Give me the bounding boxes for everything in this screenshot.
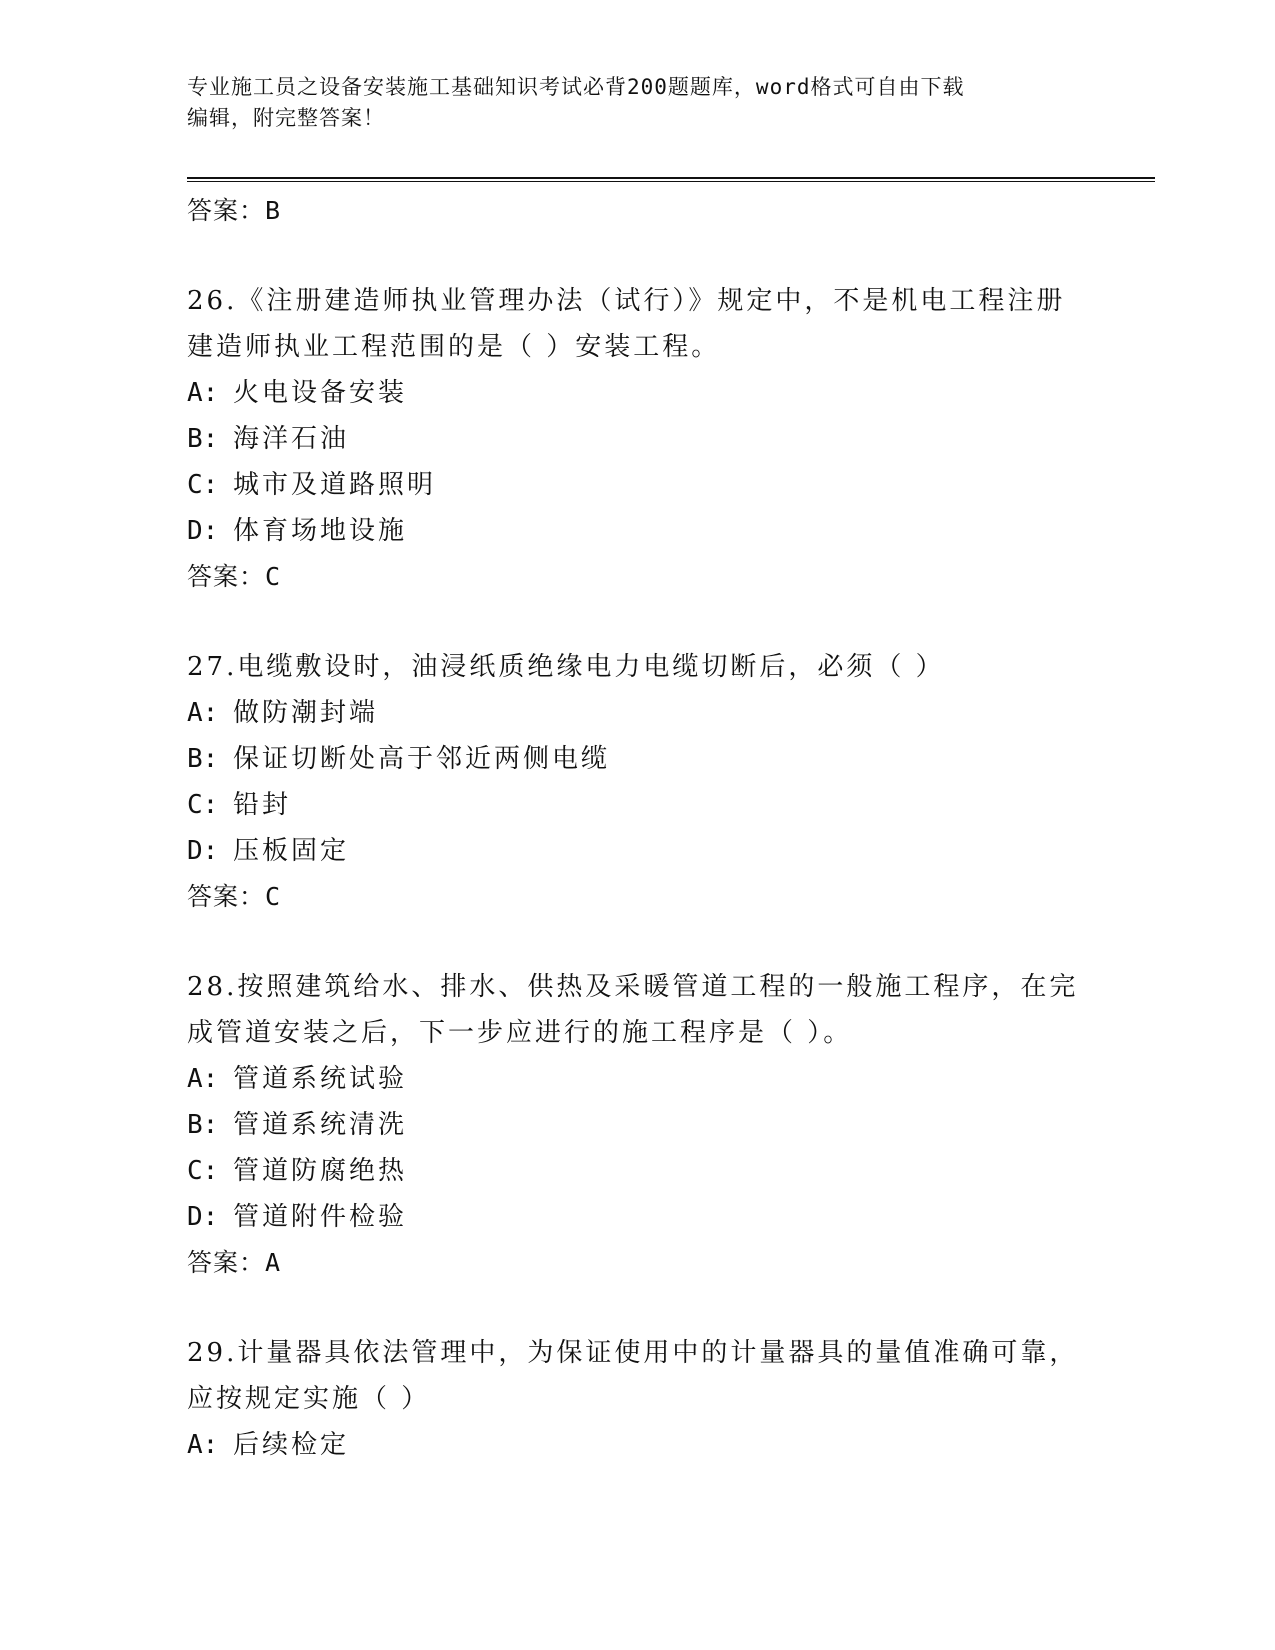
question-26: [187, 278, 1087, 600]
question-stem-line: 26.《注册建造师执业管理办法（试行）》规定中，不是机电工程注册: [187, 286, 1066, 316]
answer-value: A: [265, 1248, 282, 1277]
option-c: [187, 1148, 1087, 1194]
option-letter: A:: [187, 698, 219, 728]
answer-value: C: [265, 882, 282, 911]
answer-value: C: [265, 562, 282, 591]
question-29: [187, 1330, 1087, 1468]
option-letter: B:: [187, 744, 219, 774]
option-text: 管道附件检验: [233, 1202, 408, 1232]
option-d: [187, 508, 1087, 554]
question-stem-line: 27.电缆敷设时，油浸纸质绝缘电力电缆切断后，必须（ ）: [187, 652, 945, 682]
option-a: [187, 1422, 1087, 1468]
page-header: [187, 72, 1067, 134]
question-stem: [187, 964, 1087, 1056]
answer-value: B: [265, 196, 282, 225]
option-text: 火电设备安装: [233, 378, 408, 408]
option-letter: D:: [187, 1202, 219, 1232]
option-text: 管道防腐绝热: [233, 1156, 408, 1186]
option-letter: C:: [187, 1156, 219, 1186]
option-c: [187, 782, 1087, 828]
question-stem-line: 29.计量器具依法管理中，为保证使用中的计量器具的量值准确可靠，: [187, 1338, 1079, 1368]
answer-label: 答案：: [187, 1248, 266, 1277]
header-line-1: 专业施工员之设备安装施工基础知识考试必背200题题库，word格式可自由下载: [187, 75, 965, 99]
option-b: [187, 1102, 1087, 1148]
answer-label: 答案：: [187, 882, 266, 911]
option-text: 体育场地设施: [233, 516, 408, 546]
question-28: [187, 964, 1087, 1286]
answer-line: [187, 874, 1087, 920]
question-list: [187, 188, 1087, 1468]
option-letter: A:: [187, 1430, 219, 1460]
answer-line: [187, 554, 1087, 600]
option-a: [187, 690, 1087, 736]
option-letter: C:: [187, 470, 219, 500]
option-text: 压板固定: [233, 836, 350, 866]
question-stem: [187, 278, 1087, 370]
header-divider: [187, 177, 1155, 182]
question-stem: [187, 1330, 1087, 1422]
option-letter: B:: [187, 424, 219, 454]
option-d: [187, 828, 1087, 874]
answer-label: 答案：: [187, 562, 266, 591]
option-text: 保证切断处高于邻近两侧电缆: [233, 744, 611, 774]
option-letter: A:: [187, 1064, 219, 1094]
option-letter: B:: [187, 1110, 219, 1140]
option-d: [187, 1194, 1087, 1240]
question-stem: [187, 644, 1087, 690]
question-stem-line: 建造师执业工程范围的是（ ）安装工程。: [187, 332, 721, 362]
option-b: [187, 416, 1087, 462]
option-c: [187, 462, 1087, 508]
option-text: 管道系统清洗: [233, 1110, 408, 1140]
option-a: [187, 370, 1087, 416]
answer-line: [187, 188, 1087, 234]
answer-label: 答案：: [187, 196, 266, 225]
option-text: 管道系统试验: [233, 1064, 408, 1094]
question-stem-line: 28.按照建筑给水、排水、供热及采暖管道工程的一般施工程序，在完: [187, 972, 1079, 1002]
option-letter: C:: [187, 790, 219, 820]
question-stem-line: 应按规定实施（ ）: [187, 1384, 431, 1414]
option-text: 城市及道路照明: [233, 470, 437, 500]
option-letter: A:: [187, 378, 219, 408]
option-letter: D:: [187, 516, 219, 546]
option-b: [187, 736, 1087, 782]
option-a: [187, 1056, 1087, 1102]
header-line-2: 编辑，附完整答案！: [187, 106, 385, 130]
option-text: 铅封: [233, 790, 292, 820]
question-27: [187, 644, 1087, 920]
question-stem-line: 成管道安装之后，下一步应进行的施工程序是（ ）。: [187, 1018, 853, 1048]
answer-line: [187, 1240, 1087, 1286]
option-text: 后续检定: [233, 1430, 350, 1460]
option-text: 做防潮封端: [233, 698, 379, 728]
option-letter: D:: [187, 836, 219, 866]
option-text: 海洋石油: [233, 424, 350, 454]
